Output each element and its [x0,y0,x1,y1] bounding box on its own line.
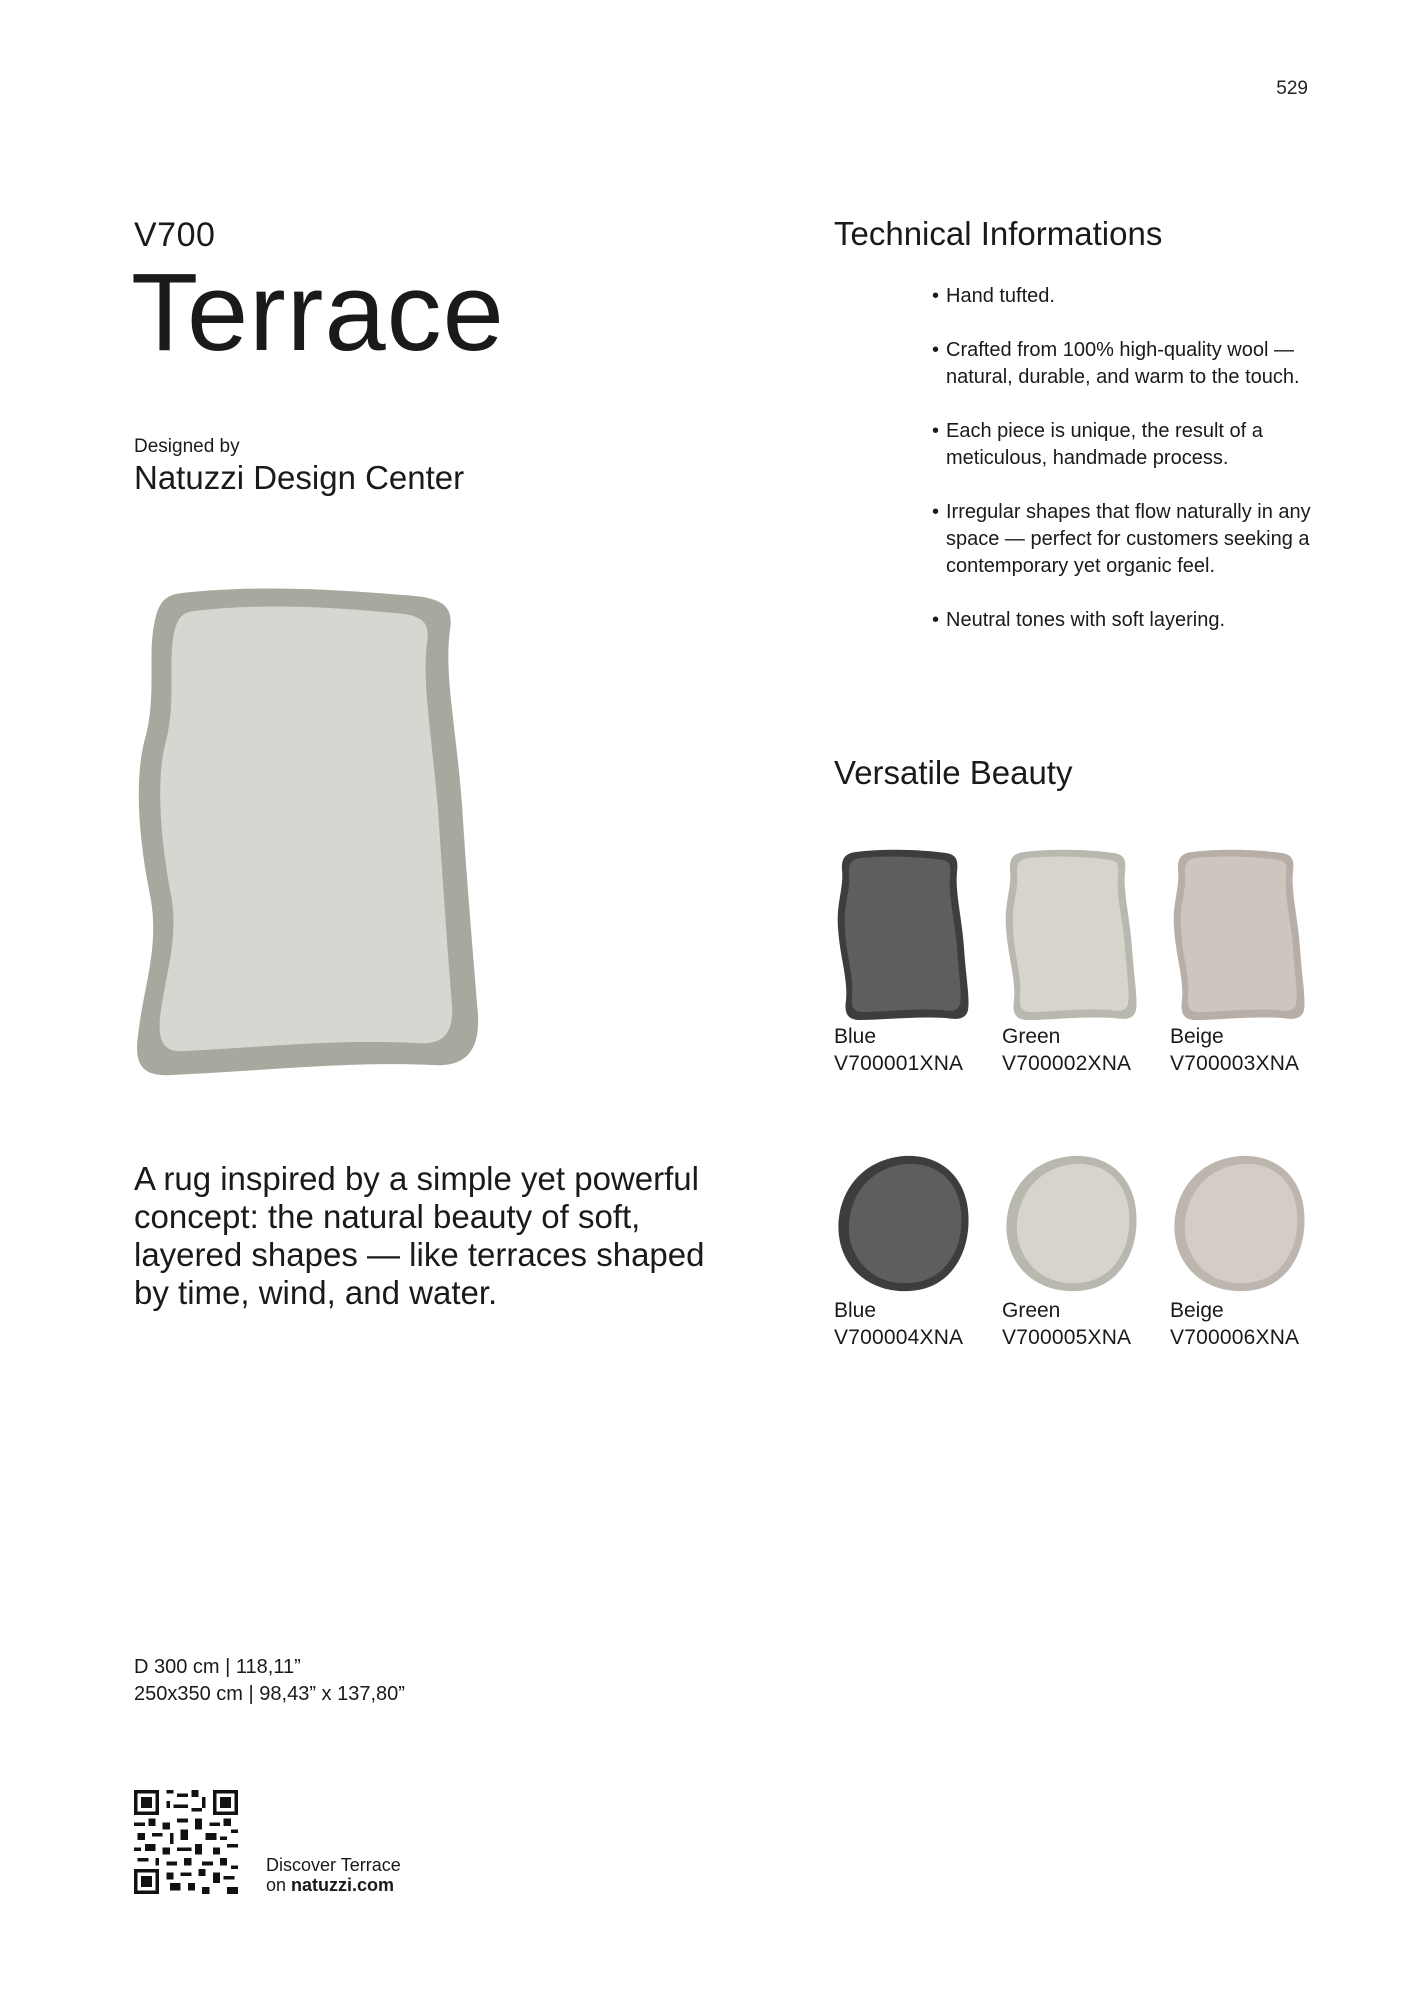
technical-bullet: • Hand tufted. [932,283,1332,310]
rug-swatch-image [834,1152,979,1297]
variant-sku: V700002XNA [1002,1052,1132,1075]
designer-name: Natuzzi Design Center [134,459,465,496]
variant-sku: V700003XNA [1170,1052,1300,1075]
discover-link[interactable] [266,1855,401,1895]
variant-card [834,848,979,1077]
product-code: V700 [134,216,216,254]
rug-swatch-image [834,848,979,1023]
variant-sku: V700006XNA [1170,1326,1300,1349]
rug-swatch-image [1170,1152,1315,1297]
variant-color: Beige [1170,1025,1224,1048]
technical-bullet: • Each piece is unique, the result of a meticulous, handmade process. [932,418,1332,472]
variant-card [1170,1152,1315,1351]
technical-bullet: • Neutral tones with soft layering. [932,607,1332,634]
discover-site: natuzzi.com [291,1875,395,1895]
product-description: A rug inspired by a simple yet powerful concept: the natural beauty of soft, layered shapes — like terraces shaped by time, wind, and water. [134,1160,705,1311]
variant-color: Blue [834,1025,877,1048]
technical-heading: Technical Informations [834,215,1163,252]
qr-code-icon[interactable] [134,1790,238,1894]
variant-sku: V700001XNA [834,1052,964,1075]
discover-prefix: on [266,1875,292,1895]
technical-bullet: • Irregular shapes that flow naturally in any space — perfect for customers seeking a contemporary yet organic feel. [932,499,1332,580]
technical-bullet: • Crafted from 100% high-quality wool — natural, durable, and warm to the touch. [932,337,1332,391]
variant-card [1170,848,1315,1077]
product-title: Terrace [131,251,505,374]
variant-color: Green [1002,1299,1061,1322]
rug-swatch-image [1002,848,1147,1023]
variant-card [834,1152,979,1351]
variant-color: Green [1002,1025,1061,1048]
versatile-heading: Versatile Beauty [834,754,1073,791]
variant-card [1002,1152,1147,1351]
page-number: 529 [1276,78,1308,99]
variant-color: Beige [1170,1299,1224,1322]
rug-swatch-image [1002,1152,1147,1297]
variant-card [1002,848,1147,1077]
dimension-round: D 300 cm | 118,11” [134,1656,301,1678]
technical-list [932,283,1332,661]
designed-by-label: Designed by [134,436,240,457]
main-rug-image [132,585,492,1081]
variant-sku: V700005XNA [1002,1326,1132,1349]
dimension-rect: 250x350 cm | 98,43” x 137,80” [134,1683,405,1705]
rug-swatch-image [1170,848,1315,1023]
discover-text: Discover Terrace [266,1855,401,1875]
discover-site-line [266,1875,401,1895]
variant-color: Blue [834,1299,877,1322]
variant-sku: V700004XNA [834,1326,964,1349]
